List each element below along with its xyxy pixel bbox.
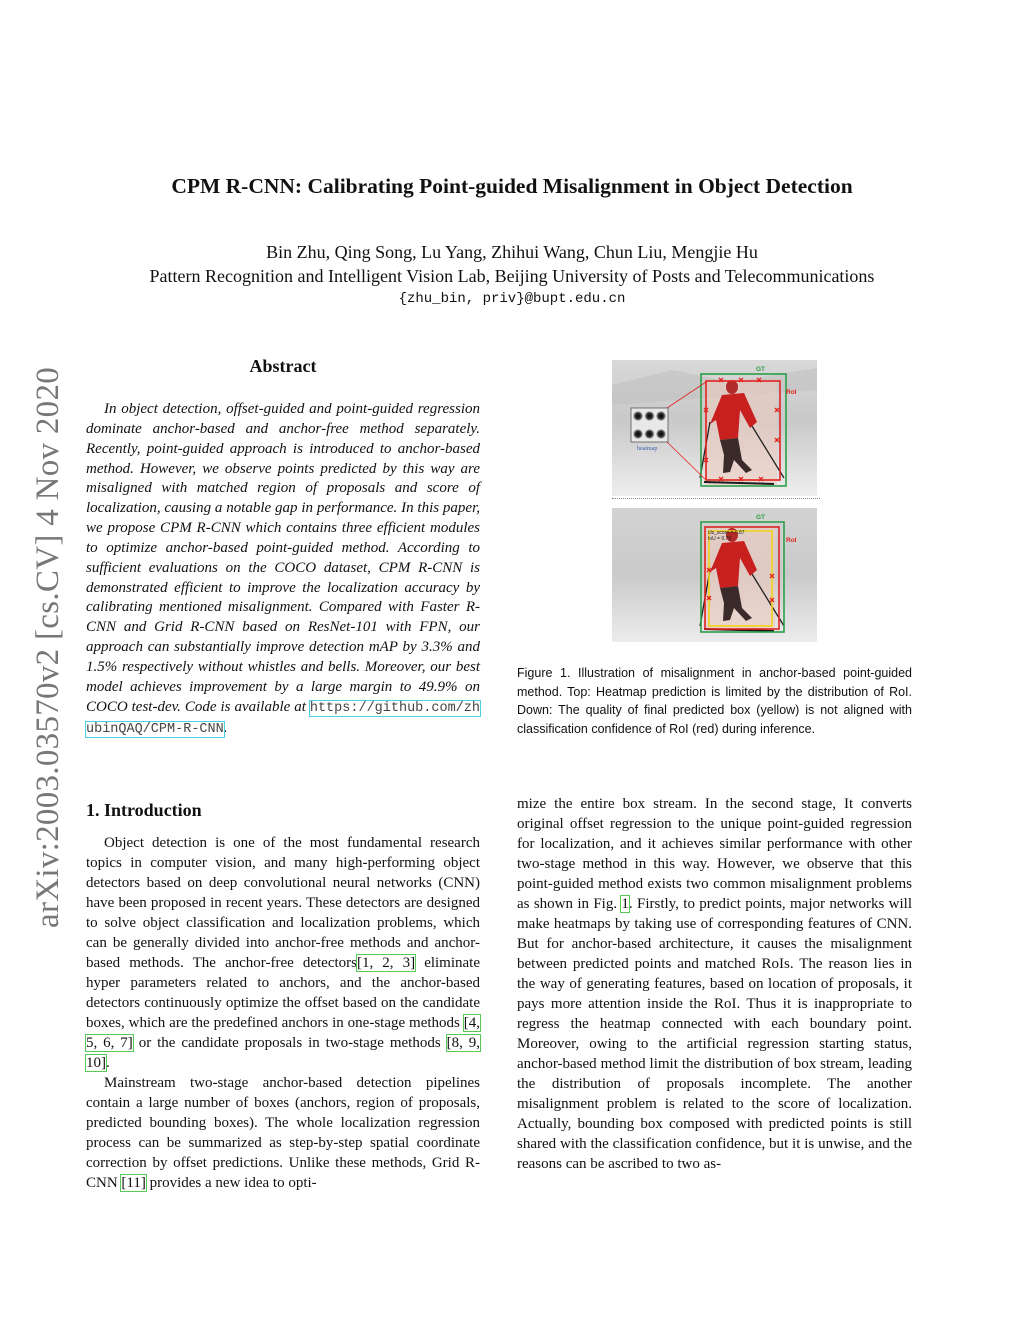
- paper-title: CPM R-CNN: Calibrating Point-guided Misalignment in Object Detection: [171, 174, 853, 198]
- intro-paragraph-2-continued: mize the entire box stream. In the second stage, It converts original offset regression to the unique point-guided regression for localization, and it achieves similar performance with other two-stage method in this way. However, we observe that this point-guided method exists two common misalignment problems as shown in Fig. 1. Firstly, to predict points, major networks will make heatmaps by taking use of corresponding features of CNN. But for anchor-based architecture, it causes the misalignment between predicted points and matched RoIs. The reason lies in the way of generating features, based on location of proposals, it pays more attention inside the RoI. Thus it is inappropriate to regress the heatmap connected with each boundary point. Moreover, owing to the artificial regression starting status, anchor-based method limit the distribution of box stream, leading the distribution of proposals incomplete. The another misalignment problem is related to the score of localization. Actually, bounding box composed with predicted points is still shared with the classification confidence, but it is unwise, and the reasons can be ascribed to two as-: [517, 796, 912, 1172]
- author-email: {zhu_bin, priv}@bupt.edu.cn: [398, 291, 626, 307]
- citation-link[interactable]: [4, 5, 6, 7]: [86, 1015, 480, 1051]
- figure-reference-link[interactable]: 1: [621, 896, 629, 912]
- abstract-end: .: [223, 719, 228, 736]
- abstract-heading: Abstract: [249, 356, 317, 376]
- section-heading-introduction: 1. Introduction: [86, 800, 202, 820]
- citation-link[interactable]: [11]: [121, 1175, 146, 1191]
- figure-caption: Figure 1. Illustration of misalignment in anchor-based point-guided method. Top: Heatmap prediction is limited by the distribution of RoI. Down: The quality of final predicted box (yellow) is not aligned with classification confidence of RoI (red) during inference.: [517, 666, 912, 736]
- affiliation: Pattern Recognition and Intelligent Vision Lab, Beijing University of Posts and Telecommunications: [149, 266, 875, 286]
- arxiv-watermark: arXiv:2003.03570v2 [cs.CV] 4 Nov 2020: [30, 366, 66, 928]
- iou-label: IoU = 0.79: [708, 536, 732, 542]
- citation-link[interactable]: [8, 9, 10]: [86, 1035, 480, 1071]
- gt-label: GT: [756, 366, 766, 373]
- intro-paragraph-2-tail: provides a new idea to opti-: [145, 1175, 317, 1191]
- figure-bottom-image: [612, 508, 817, 642]
- figure-divider: [612, 498, 820, 499]
- figure-top-image: [612, 360, 817, 496]
- intro-paragraph-1: Object detection is one of the most fundamental research topics in computer vision, and many high-performing object detectors based on deep convolutional neural networks (CNN) have been proposed in recent years. These detectors are designed to solve object classification and localization problems, which can be generally divided into anchor-free methods and anchor-based methods. The anchor-free detectors[1, 2, 3] eliminate hyper parameters related to anchors, and the anchor-based detectors continuously optimize the offset based on the candidate boxes, which are the predefined anchors in one-stage methods [4, 5, 6, 7] or the candidate proposals in two-stage methods [8, 9, 10].: [86, 835, 481, 1071]
- figure-bottom-panel: [612, 508, 817, 642]
- roi-label-2: RoI: [786, 537, 797, 544]
- cls-score-label: cls_score = 0.87: [708, 530, 745, 536]
- code-url-link[interactable]: https://github.com/zhubinQAQ/CPM-R-CNN: [86, 700, 480, 737]
- author-list: Bin Zhu, Qing Song, Lu Yang, Zhihui Wang, Chun Liu, Mengjie Hu: [266, 242, 758, 262]
- intro-paragraph-2: Mainstream two-stage anchor-based detection pipelines contain a large number of boxes (anchors, region of proposals, predicted bounding boxes). The whole localization regression process can be summarized as step-by-step spatial coordinate correction by offset predictions. Unlike these methods, Grid R-CNN [11] provides a new idea to opti-: [86, 1075, 480, 1191]
- citation-link[interactable]: [1, 2, 3]: [357, 955, 416, 971]
- intro-paragraph-2-head: mize the entire box stream. In the second stage, It converts original offset regression to the unique point-guided regression for localization, and it achieves similar performance with other two-stage method in this way. However, we observe that this point-guided method exists two common misalignment problems as shown in Fig.: [517, 796, 912, 912]
- intro-column-right: [517, 794, 912, 1174]
- author-block: [0, 240, 1024, 288]
- abstract-text: In object detection, offset-guided and point-guided regression dominate anchor-based and anchor-free method separately. Recently, point-guided approach is introduced to anchor-based method. However, we observe points predicted by this way are misaligned with matched region of proposals and score of localization, causing a notable gap in performance. In this paper, we propose CPM R-CNN which contains three efficient modules to optimize anchor-based point-guided method. According to sufficient evaluations on the COCO dataset, CPM R-CNN is demonstrated efficient to improve the localization accuracy by calibrating mentioned misalignment. Compared with Faster R-CNN and Grid R-CNN based on ResNet-101 with FPN, our approach can substantially improve detection mAP by 3.3% and 1.5% respectively without whistles and bells. Moreover, our best model achieves improvement by a large margin to 49.9% on COCO test-dev. Code is available at: [86, 401, 480, 715]
- skier-head: [726, 380, 738, 394]
- roi-label: RoI: [786, 389, 797, 396]
- gt-label-2: GT: [756, 514, 766, 521]
- intro-column-left: [86, 833, 480, 1193]
- figure-top-panel: [612, 360, 817, 496]
- heatmap-label: heatmap: [637, 446, 658, 452]
- abstract-body: [86, 400, 480, 739]
